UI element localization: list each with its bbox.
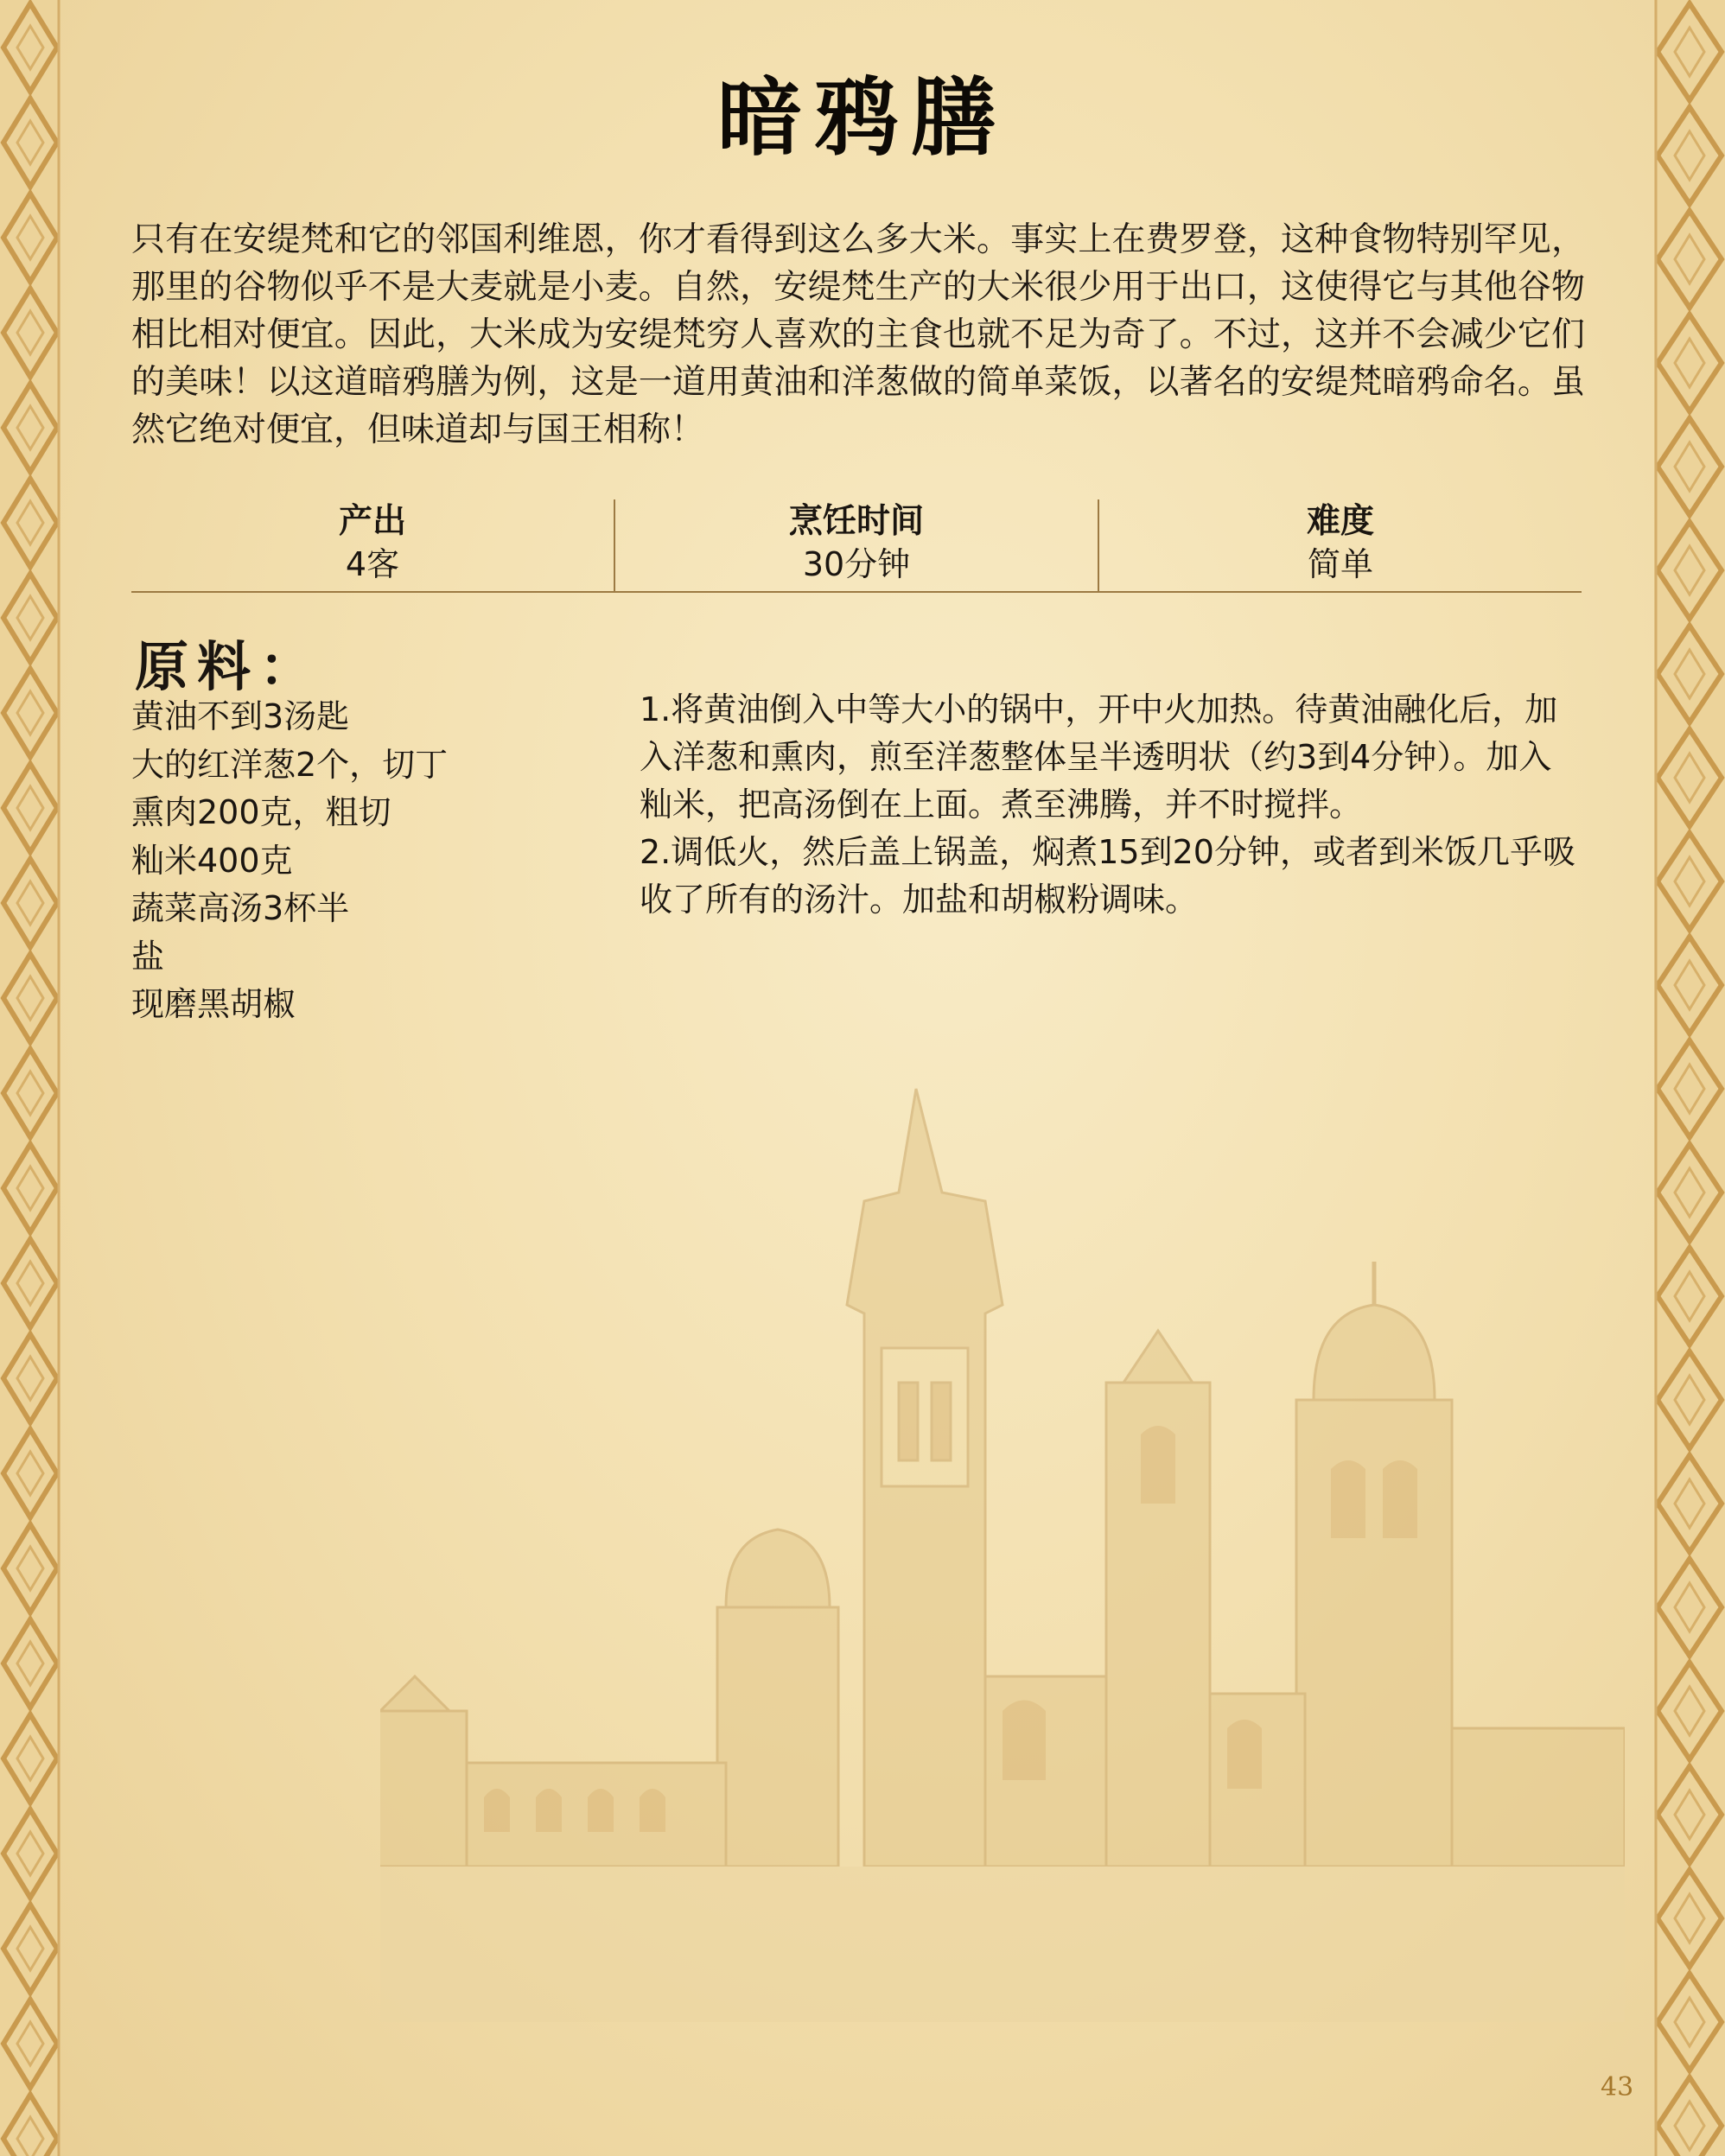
ingredient-item: 盐 — [131, 937, 165, 976]
ingredients-heading: 原料： — [135, 635, 322, 698]
instruction-step: 2.调低火，然后盖上锅盖，焖煮15到20分钟，或者到米饭几乎吸收了所有的汤汁。加盐和胡椒粉调味。 — [640, 833, 1575, 919]
recipe-intro-paragraph: 只有在安缇梵和它的邻国利维恩，你才看得到这么多大米。事实上在费罗登，这种食物特别罕见，那里的谷物似乎不是大麦就是小麦。自然，安缇梵生产的大米很少用于出口，这使得它与其他谷物相比相对便宜。因此，大米成为安缇梵穷人喜欢的主食也就不足为奇了。不过，这并不会减少它们的美味！以这道暗鸦膳为例，这是一道用黄油和洋葱做的简单菜饭，以著名的安缇梵暗鸦命名。虽然它绝对便宜，但味道却与国王相称！ — [131, 220, 1585, 449]
stat-value: 简单 — [1307, 545, 1373, 583]
stat-difficulty — [1098, 499, 1582, 591]
instruction-step: 1.将黄油倒入中等大小的锅中，开中火加热。待黄油融化后，加入洋葱和熏肉，煎至洋葱整体呈半透明状（约3到4分钟）。加入籼米，把高汤倒在上面。煮至沸腾，并不时搅拌。 — [640, 690, 1558, 824]
recipe-stats-bar — [131, 499, 1582, 593]
stat-cook-time — [614, 499, 1098, 591]
castle-icon — [380, 1020, 1625, 2022]
right-ornamental-border — [1654, 0, 1725, 2156]
stat-label: 烹饪时间 — [788, 502, 924, 541]
stat-label: 难度 — [1306, 502, 1374, 541]
stat-label: 产出 — [338, 502, 406, 541]
diamond-pattern-icon — [0, 0, 60, 2156]
ingredient-item: 蔬菜高汤3杯半 — [131, 889, 350, 927]
ingredient-item: 现磨黑胡椒 — [131, 985, 296, 1023]
castle-sketch-illustration — [380, 1020, 1625, 2022]
page-number: 43 — [1601, 2072, 1634, 2102]
ingredient-item: 熏肉200克，粗切 — [131, 793, 391, 831]
stat-value: 30分钟 — [802, 545, 911, 583]
instructions — [640, 686, 1582, 924]
left-ornamental-border — [0, 0, 60, 2156]
stat-value: 4客 — [345, 545, 400, 583]
ingredient-item: 大的红洋葱2个，切丁 — [131, 745, 449, 784]
ingredients-list — [131, 693, 615, 1029]
recipe-title: 暗鸦膳 — [716, 68, 1008, 168]
ingredient-item: 黄油不到3汤匙 — [131, 697, 350, 735]
diamond-pattern-icon — [1654, 0, 1725, 2156]
stat-yield — [131, 499, 614, 591]
ingredient-item: 籼米400克 — [131, 841, 293, 880]
